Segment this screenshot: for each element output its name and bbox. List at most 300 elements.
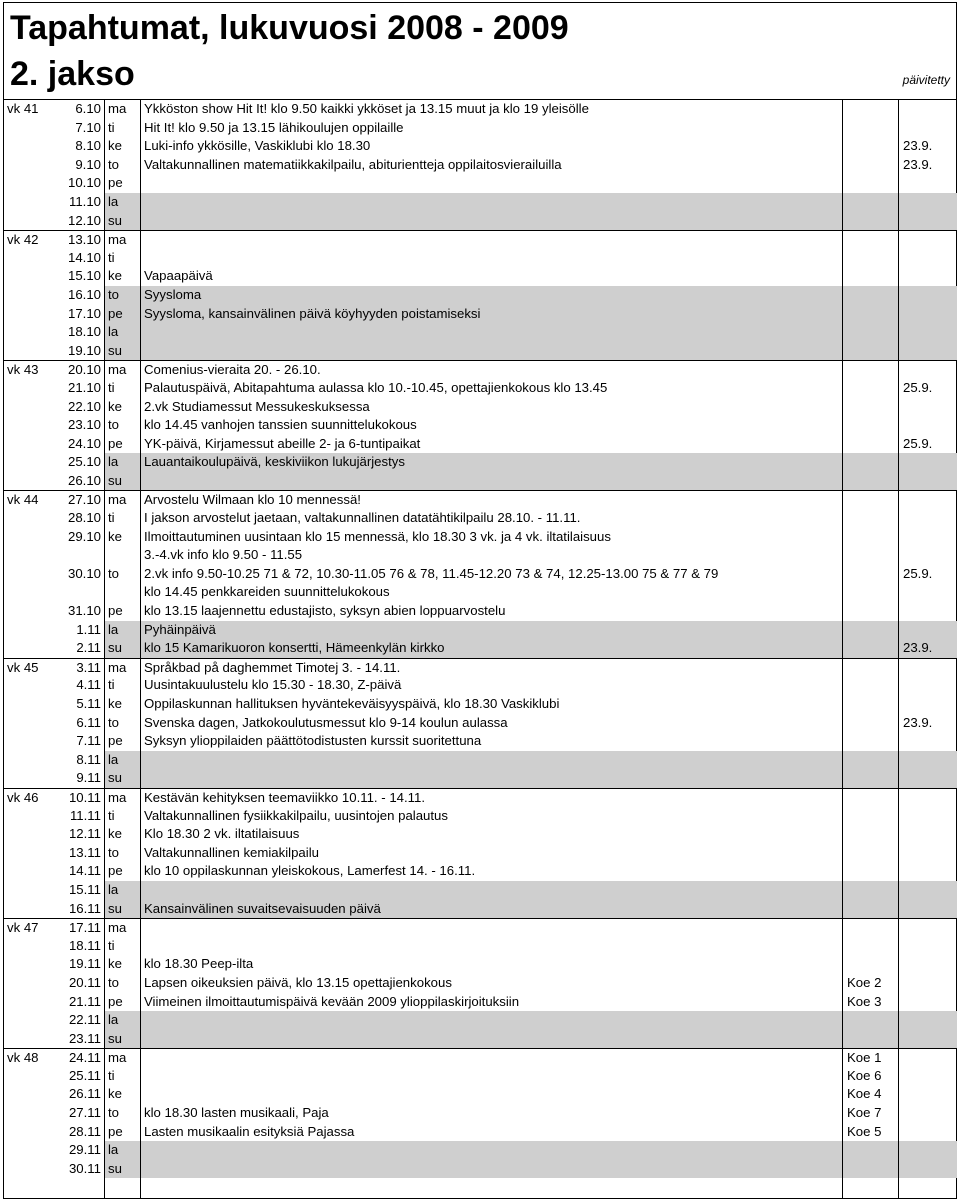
table-row — [4, 528, 956, 547]
event-cell: Hit It! klo 9.50 ja 13.15 lähikoulujen oppilaille — [144, 119, 404, 135]
weekday-cell: to — [108, 844, 119, 860]
updated-cell — [899, 900, 957, 919]
event-cell: Luki-info ykkösille, Vaskiklubi klo 18.30 — [144, 138, 371, 154]
date-cell: 23.10 — [67, 417, 101, 433]
week-cell — [7, 1104, 51, 1123]
updated-cell — [899, 546, 957, 565]
week-cell — [7, 416, 51, 435]
week-cell — [7, 528, 51, 547]
week-cell — [7, 751, 51, 770]
table-row — [4, 193, 956, 212]
week-cell: vk 45 — [7, 659, 39, 675]
table-row — [4, 602, 956, 621]
updated-cell: 25.9. — [903, 565, 933, 581]
weekday-cell: pe — [108, 993, 123, 1009]
updated-cell — [899, 695, 957, 714]
updated-cell — [899, 955, 957, 974]
weekday-cell: ti — [108, 510, 115, 526]
date-cell: 31.10 — [67, 603, 101, 619]
weekday-cell: ma — [108, 492, 127, 508]
weekday-cell: to — [108, 714, 119, 730]
week-cell — [7, 1141, 51, 1160]
event-cell: klo 18.30 lasten musikaali, Paja — [144, 1105, 329, 1121]
updated-cell — [899, 1067, 957, 1086]
exam-cell — [843, 955, 899, 974]
event-cell: klo 10 oppilaskunnan yleiskokous, Lamerfest 14. - 16.11. — [144, 863, 476, 879]
date-cell: 20.11 — [68, 974, 101, 990]
updated-cell — [899, 602, 957, 621]
exam-cell — [843, 621, 899, 640]
date-cell — [51, 583, 101, 602]
table-row — [4, 1011, 956, 1030]
table-row — [4, 918, 956, 937]
weekday-cell: to — [108, 156, 119, 172]
exam-cell — [843, 193, 899, 212]
date-cell: 25.11 — [68, 1067, 101, 1083]
event-cell: Kansainvälinen suvaitsevaisuuden päivä — [141, 900, 843, 919]
table-row — [4, 1048, 956, 1067]
updated-cell — [899, 119, 957, 138]
weekday-cell: pe — [108, 1123, 123, 1139]
table-row — [4, 305, 956, 324]
table-row — [4, 267, 956, 286]
event-cell: Viimeinen ilmoittautumispäivä kevään 2009 ylioppilaskirjoituksiin — [144, 993, 520, 1009]
weekday-cell: ti — [108, 119, 115, 135]
updated-cell — [899, 1123, 957, 1142]
event-cell: Lauantaikoulupäivä, keskiviikon lukujärjestys — [141, 453, 843, 472]
event-cell — [141, 1085, 843, 1104]
event-cell: klo 15 Kamarikuoron konsertti, Hämeenkylän kirkko — [141, 639, 843, 658]
updated-cell: 23.9. — [903, 156, 933, 172]
week-cell — [7, 379, 51, 398]
updated-cell — [899, 342, 957, 361]
exam-cell: Koe 2 — [847, 974, 882, 990]
date-cell: 9.11 — [76, 770, 101, 786]
exam-cell — [843, 583, 899, 602]
week-cell: vk 47 — [7, 920, 39, 936]
date-cell: 21.10 — [67, 379, 101, 395]
table-row — [4, 212, 956, 231]
week-cell — [7, 1030, 51, 1049]
event-cell: Arvostelu Wilmaan klo 10 mennessä! — [144, 492, 361, 508]
updated-cell — [899, 919, 957, 938]
date-cell: 6.10 — [75, 101, 101, 116]
exam-cell — [843, 305, 899, 324]
date-cell: 1.11 — [76, 621, 101, 637]
updated-cell — [899, 491, 957, 510]
date-cell: 7.11 — [76, 733, 101, 749]
updated-cell — [899, 174, 957, 193]
table-row — [4, 769, 956, 788]
exam-cell — [843, 137, 899, 156]
event-cell: Lasten musikaalin esityksiä Pajassa — [144, 1123, 355, 1139]
week-cell: vk 42 — [7, 232, 39, 248]
exam-cell — [843, 659, 899, 678]
week-cell — [7, 900, 51, 919]
exam-cell — [843, 565, 899, 584]
week-cell — [7, 1067, 51, 1086]
updated-cell — [899, 361, 957, 380]
updated-cell: 25.9. — [903, 379, 933, 395]
week-cell — [7, 323, 51, 342]
event-cell — [141, 212, 843, 231]
updated-cell — [899, 472, 957, 491]
event-cell: Klo 18.30 2 vk. iltatilaisuus — [144, 826, 300, 842]
weekday-cell: ke — [108, 528, 122, 544]
table-row — [4, 732, 956, 751]
table-row — [4, 695, 956, 714]
table-row — [4, 658, 956, 677]
table-row — [4, 676, 956, 695]
date-cell: 19.10 — [67, 342, 101, 358]
week-cell — [7, 807, 51, 826]
event-cell — [141, 769, 843, 788]
weekday-cell: la — [105, 1141, 141, 1160]
table-row — [4, 955, 956, 974]
weekday-cell: pe — [108, 733, 123, 749]
weekday-cell: ke — [108, 138, 122, 154]
weekday-cell: ti — [108, 379, 115, 395]
weekday-cell: ma — [108, 1050, 127, 1066]
updated-cell — [899, 1049, 957, 1068]
week-cell — [7, 509, 51, 528]
weekday-cell: to — [108, 565, 119, 581]
exam-cell: Koe 1 — [847, 1050, 882, 1066]
week-cell — [7, 1011, 51, 1030]
table-row — [4, 546, 956, 565]
exam-cell — [843, 546, 899, 565]
weekday-cell: ti — [108, 249, 115, 265]
event-cell: Palautuspäivä, Abitapahtuma aulassa klo 10.-10.45, opettajienkokous klo 13.45 — [144, 379, 608, 395]
week-cell — [7, 825, 51, 844]
event-cell: Ilmoittautuminen uusintaan klo 15 mennessä, klo 18.30 3 vk. ja 4 vk. iltatilaisuus — [144, 528, 611, 544]
week-cell — [7, 212, 51, 231]
exam-cell — [843, 676, 899, 695]
updated-cell — [899, 769, 957, 788]
table-row — [4, 249, 956, 268]
event-cell — [141, 249, 843, 268]
week-cell — [7, 565, 51, 584]
week-cell — [7, 937, 51, 956]
weekday-cell: la — [105, 323, 141, 342]
date-cell: 12.10 — [67, 212, 101, 228]
date-cell: 22.10 — [67, 398, 101, 414]
date-cell: 26.11 — [68, 1086, 101, 1102]
weekday-cell: ke — [108, 1086, 122, 1102]
week-cell: vk 48 — [7, 1050, 39, 1066]
event-cell: Oppilaskunnan hallituksen hyväntekeväisyyspäivä, klo 18.30 Vaskiklubi — [144, 696, 560, 711]
table-row — [4, 342, 956, 361]
weekday-cell — [105, 546, 141, 565]
updated-label: päivitetty — [902, 73, 950, 87]
updated-cell — [899, 1030, 957, 1049]
week-cell: vk 46 — [7, 789, 39, 805]
updated-cell — [899, 453, 957, 472]
week-cell — [7, 137, 51, 156]
weekday-cell: la — [105, 193, 141, 212]
event-cell — [141, 472, 843, 491]
table-row — [4, 807, 956, 826]
weekday-cell: su — [105, 639, 141, 658]
exam-cell — [843, 919, 899, 938]
table-row — [4, 583, 956, 602]
week-cell — [7, 267, 51, 286]
table-row — [4, 490, 956, 509]
date-cell: 30.11 — [68, 1160, 101, 1176]
date-cell: 17.11 — [68, 920, 101, 936]
exam-cell: Koe 3 — [847, 993, 882, 1009]
exam-cell — [843, 789, 899, 808]
weekday-cell: to — [108, 974, 119, 990]
table-row — [4, 844, 956, 863]
week-cell: vk 44 — [7, 492, 39, 508]
weekday-cell: la — [105, 881, 141, 900]
weekday-cell: ma — [108, 101, 127, 116]
updated-cell — [899, 881, 957, 900]
weekday-cell: pe — [105, 305, 141, 324]
week-cell — [7, 621, 51, 640]
table-row — [4, 435, 956, 454]
event-cell: YK-päivä, Kirjamessut abeille 2- ja 6-tuntipaikat — [144, 435, 421, 451]
table-row — [4, 416, 956, 435]
updated-cell — [899, 974, 957, 993]
exam-cell — [843, 100, 899, 119]
date-cell: 26.10 — [67, 472, 101, 488]
date-cell: 15.11 — [68, 881, 101, 897]
weekday-cell: su — [105, 769, 141, 788]
table-row — [4, 230, 956, 249]
weekday-cell: la — [105, 621, 141, 640]
updated-cell — [899, 659, 957, 678]
updated-cell — [899, 751, 957, 770]
updated-cell — [899, 937, 957, 956]
table-row — [4, 862, 956, 881]
table-row — [4, 714, 956, 733]
exam-cell — [843, 361, 899, 380]
event-cell — [141, 1030, 843, 1049]
weekday-cell: la — [105, 453, 141, 472]
week-cell — [7, 974, 51, 993]
date-cell: 8.10 — [75, 138, 101, 154]
weekday-cell: to — [105, 286, 141, 305]
week-cell — [7, 156, 51, 175]
event-cell — [141, 231, 843, 250]
updated-cell — [899, 509, 957, 528]
week-cell — [7, 583, 51, 602]
exam-cell — [843, 1160, 899, 1179]
table-row — [4, 900, 956, 919]
table-row — [4, 453, 956, 472]
event-cell: 3.-4.vk info klo 9.50 - 11.55 — [144, 547, 303, 563]
date-cell: 8.11 — [76, 751, 101, 767]
weekday-cell: pe — [108, 603, 123, 619]
week-cell — [7, 1160, 51, 1179]
updated-cell — [899, 286, 957, 305]
exam-cell — [843, 807, 899, 826]
table-row — [4, 621, 956, 640]
updated-cell: 23.9. — [903, 714, 933, 730]
weekday-cell: ke — [108, 398, 122, 414]
table-row — [4, 119, 956, 138]
page-subtitle: 2. jakso — [10, 55, 135, 93]
week-cell: vk 41 — [7, 101, 39, 116]
date-cell: 13.10 — [67, 232, 101, 248]
exam-cell — [843, 453, 899, 472]
updated-cell — [899, 249, 957, 268]
schedule-header — [4, 3, 956, 100]
week-cell — [7, 955, 51, 974]
exam-cell — [843, 900, 899, 919]
exam-cell: Koe 4 — [847, 1086, 882, 1102]
updated-cell: 25.9. — [903, 435, 933, 451]
week-cell — [7, 342, 51, 361]
weekday-cell: ma — [108, 789, 127, 805]
table-row — [4, 1085, 956, 1104]
exam-cell — [843, 844, 899, 863]
weekday-cell: ti — [108, 1067, 115, 1083]
event-cell — [141, 1011, 843, 1030]
event-cell: Comenius-vieraita 20. - 26.10. — [144, 362, 321, 378]
table-row — [4, 360, 956, 379]
exam-cell — [843, 119, 899, 138]
week-cell — [7, 732, 51, 751]
table-row — [4, 639, 956, 658]
weekday-cell: pe — [108, 435, 123, 451]
date-cell: 29.10 — [67, 528, 101, 544]
weekday-cell: ma — [108, 232, 127, 248]
table-row — [4, 323, 956, 342]
week-cell — [7, 1123, 51, 1142]
table-row — [4, 509, 956, 528]
date-cell: 4.11 — [76, 677, 101, 693]
date-cell: 6.11 — [76, 714, 101, 730]
event-cell: klo 14.45 penkkareiden suunnittelukokous — [144, 584, 390, 600]
date-cell: 24.11 — [68, 1050, 101, 1066]
date-cell: 21.11 — [68, 993, 101, 1009]
weekday-cell: la — [105, 751, 141, 770]
exam-cell — [843, 491, 899, 510]
table-row — [4, 1030, 956, 1049]
exam-cell — [843, 1141, 899, 1160]
exam-cell — [843, 825, 899, 844]
exam-cell — [843, 881, 899, 900]
table-row — [4, 174, 956, 193]
date-cell: 28.11 — [68, 1123, 101, 1139]
event-cell — [141, 323, 843, 342]
event-cell: klo 14.45 vanhojen tanssien suunnittelukokous — [144, 417, 417, 433]
week-cell — [7, 1085, 51, 1104]
updated-cell — [899, 305, 957, 324]
table-row — [4, 751, 956, 770]
table-row — [4, 156, 956, 175]
event-cell: Kestävän kehityksen teemaviikko 10.11. - 14.11. — [144, 789, 425, 805]
week-cell — [7, 546, 51, 565]
date-cell: 24.10 — [67, 435, 101, 451]
week-cell — [7, 714, 51, 733]
date-cell: 23.11 — [68, 1030, 101, 1046]
updated-cell — [899, 583, 957, 602]
event-cell: klo 13.15 laajennettu edustajisto, syksyn abien loppuarvostelu — [144, 603, 506, 619]
event-cell: Vapaapäivä — [144, 268, 213, 284]
updated-cell — [899, 1160, 957, 1179]
week-cell — [7, 769, 51, 788]
event-cell: Valtakunnallinen matematiikkakilpailu, abiturientteja oppilaitosvierailuilla — [144, 156, 562, 172]
date-cell: 15.10 — [67, 268, 101, 284]
exam-cell — [843, 751, 899, 770]
date-cell: 27.10 — [67, 492, 101, 508]
exam-cell — [843, 732, 899, 751]
date-cell: 17.10 — [67, 305, 101, 321]
event-cell: Uusintakuulustelu klo 15.30 - 18.30, Z-päivä — [144, 677, 402, 693]
updated-cell — [899, 1011, 957, 1030]
updated-cell — [899, 1141, 957, 1160]
event-cell — [141, 193, 843, 212]
event-cell — [141, 1049, 843, 1068]
date-cell: 22.11 — [68, 1012, 101, 1028]
event-cell: Språkbad på daghemmet Timotej 3. - 14.11. — [144, 659, 401, 675]
exam-cell — [843, 398, 899, 417]
event-cell: Valtakunnallinen fysiikkakilpailu, uusintojen palautus — [144, 807, 448, 823]
event-cell: Svenska dagen, Jatkokoulutusmessut klo 9-14 koulun aulassa — [144, 714, 508, 730]
event-cell: Lapsen oikeuksien päivä, klo 13.15 opettajienkokous — [144, 974, 452, 990]
table-row — [4, 788, 956, 807]
weekday-cell: su — [105, 342, 141, 361]
week-cell — [7, 435, 51, 454]
date-cell: 9.10 — [75, 156, 101, 172]
exam-cell — [843, 231, 899, 250]
updated-cell — [899, 993, 957, 1012]
updated-cell — [899, 416, 957, 435]
week-cell — [7, 993, 51, 1012]
date-cell: 11.11 — [69, 807, 101, 823]
event-cell: I jakson arvostelut jaetaan, valtakunnallinen datatähtikilpailu 28.10. - 11.11. — [144, 510, 581, 526]
exam-cell — [843, 862, 899, 881]
exam-cell — [843, 714, 899, 733]
weekday-cell: su — [105, 212, 141, 231]
schedule-sheet — [3, 2, 957, 1199]
weekday-cell — [105, 583, 141, 602]
exam-cell: Koe 6 — [847, 1067, 882, 1083]
table-row — [4, 100, 956, 119]
date-cell: 20.10 — [67, 362, 101, 378]
exam-cell — [843, 937, 899, 956]
event-cell: 2.vk info 9.50-10.25 71 & 72, 10.30-11.05 76 & 78, 11.45-12.20 73 & 74, 12.25-13.00 75 & 77 & 79 — [144, 565, 719, 581]
weekday-cell: ti — [108, 677, 115, 693]
exam-cell: Koe 5 — [847, 1123, 882, 1139]
weekday-cell: to — [108, 1105, 119, 1121]
updated-cell — [899, 212, 957, 231]
date-cell: 12.11 — [68, 826, 101, 842]
exam-cell — [843, 379, 899, 398]
date-cell: 18.10 — [67, 324, 101, 340]
date-cell: 7.10 — [75, 119, 101, 135]
column-divider — [140, 99, 141, 1198]
weekday-cell: ti — [108, 937, 115, 953]
exam-cell — [843, 1030, 899, 1049]
event-cell: Syysloma — [141, 286, 843, 305]
table-row — [4, 379, 956, 398]
updated-cell: 23.9. — [899, 639, 957, 658]
weekday-cell: su — [105, 1030, 141, 1049]
week-cell — [7, 639, 51, 658]
week-cell — [7, 305, 51, 324]
date-cell: 10.10 — [67, 175, 101, 191]
event-cell — [141, 1141, 843, 1160]
weekday-cell: ti — [108, 807, 115, 823]
updated-cell — [899, 732, 957, 751]
event-cell — [141, 1160, 843, 1179]
date-cell: 27.11 — [68, 1105, 101, 1121]
